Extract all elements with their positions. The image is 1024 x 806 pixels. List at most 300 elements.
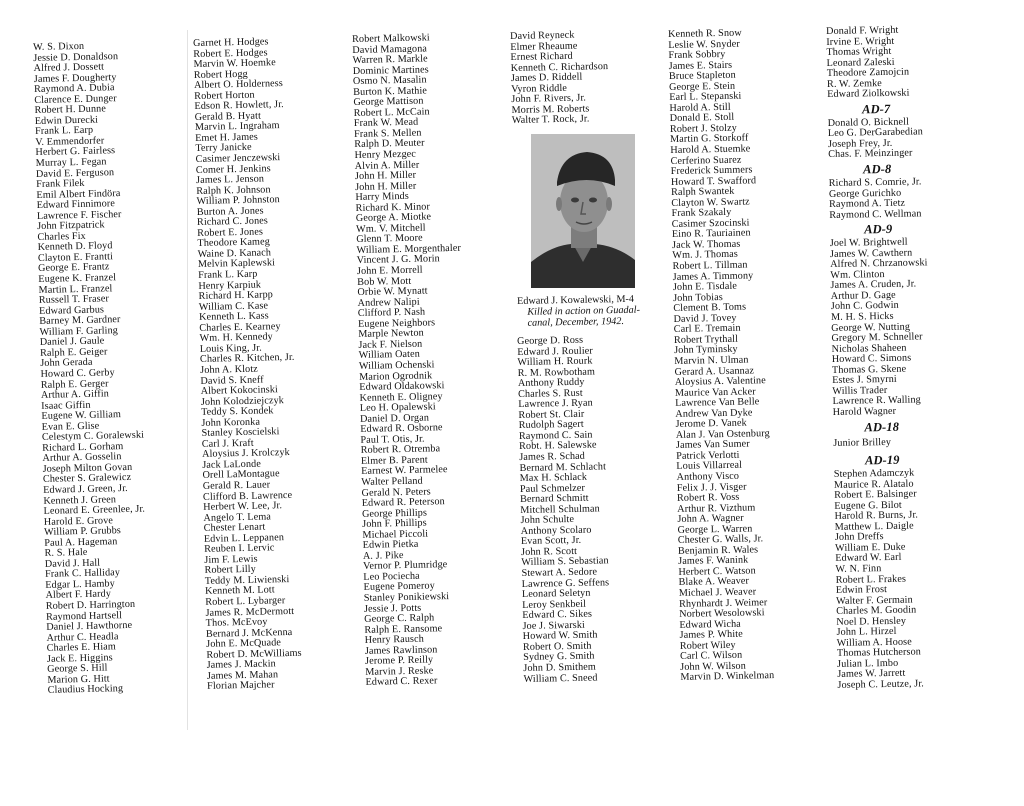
roster-name: James J. Mackin (206, 658, 276, 672)
roster-name: Joel W. Brightwell (829, 236, 908, 250)
roster-name: Angelo T. Lema (203, 511, 272, 524)
soldier-portrait-photo (531, 134, 635, 288)
roster-name: Frank Filek (36, 177, 85, 191)
roster-name: Edward C. Sikes (522, 608, 593, 622)
roster-name: Jack F. Nielson (358, 338, 423, 351)
photo-caption (517, 293, 658, 329)
roster-name: Alvin A. Miller (354, 159, 420, 172)
roster-name: Robert Lilly (204, 564, 257, 577)
roster-name: Claudius Hocking (47, 683, 124, 697)
roster-name: Arthur D. Gage (830, 289, 896, 302)
roster-name: Chas. F. Meinzinger (828, 147, 913, 161)
roster-name: Glenn T. Moore (356, 232, 423, 246)
roster-name: Harold A. Still (669, 101, 731, 114)
roster-name: Jack LaLonde (202, 458, 262, 471)
roster-name: John Tobias (673, 291, 723, 304)
roster-name: Ralph D. Meuter (354, 137, 425, 151)
roster-name: Ralph E. Gerger (40, 377, 109, 391)
roster-name: David J. Tovey (673, 312, 737, 325)
roster-name: Raymond A. Dubia (33, 82, 115, 96)
roster-name: Joseph C. Leutze, Jr. (837, 678, 924, 691)
roster-name: Andrew Nalipi (357, 296, 420, 309)
roster-name: John R. Scott (521, 545, 578, 558)
roster-name: Joe J. Siwarski (522, 619, 585, 632)
roster-name: Vyron Riddle (511, 82, 568, 95)
roster-name: Edgar L. Hamby (45, 578, 116, 591)
roster-name: Arthur C. Headla (46, 630, 119, 644)
name-column-4-bottom (517, 335, 611, 685)
roster-name: Leonard Zaleski (826, 56, 895, 69)
roster-name: Daniel D. Organ (359, 412, 430, 425)
roster-name: Frank C. Halliday (44, 567, 121, 581)
roster-name: James M. Mahan (206, 669, 279, 682)
roster-name: Andrew Van Dyke (675, 407, 753, 420)
roster-name: Junior Brilley (833, 436, 892, 449)
roster-name: Frank Szakaly (671, 207, 732, 220)
roster-name: Ralph E. Ransome (364, 622, 443, 636)
roster-name: Carl E. Tremain (673, 322, 741, 336)
roster-name: Gerald B. Hyatt (194, 110, 262, 123)
roster-name: William S. Sebastian (521, 555, 609, 569)
roster-name: Gerald N. Peters (361, 485, 431, 499)
roster-name: John F. Rivers, Jr. (511, 92, 587, 106)
roster-name: Russell T. Fraser (38, 293, 110, 307)
roster-name: John Dreffs (834, 531, 884, 544)
roster-name: Evan Scott, Jr. (520, 535, 582, 548)
roster-name: Kenneth L. Kass (198, 310, 269, 324)
roster-name: George Mattison (353, 95, 424, 109)
roster-name: Vincent J. G. Morin (356, 253, 440, 267)
roster-name: William P. Johnston (196, 194, 280, 208)
roster-name: Garnet H. Hodges (192, 36, 269, 49)
roster-name: Wm. J. Thomas (672, 249, 739, 262)
roster-name: Howard C. Gerby (40, 367, 115, 380)
roster-name: R. M. Rowbotham (517, 366, 596, 379)
roster-name: Terry Janicke (195, 142, 252, 155)
roster-name: Raymond C. Sain (518, 429, 593, 442)
roster-name: Robert E. Hodges (193, 46, 268, 60)
roster-name: Edward J. Roulier (517, 345, 593, 358)
roster-name: Carl C. Wilson (679, 649, 743, 663)
roster-name: Marion G. Hitt (47, 673, 110, 686)
roster-name: Edward W. Earl (835, 552, 902, 565)
roster-name: Teddy S. Kondek (201, 405, 274, 419)
roster-name: David Reyneck (509, 29, 575, 42)
roster-name: Earnest W. Parmelee (361, 464, 448, 478)
roster-name: Ralph Swantek (671, 185, 735, 199)
roster-name: W. N. Finn (835, 563, 882, 575)
roster-name: Robert L. Lybarger (205, 595, 286, 608)
roster-name: Albert O. Holderness (193, 78, 283, 92)
roster-name: George D. Ross (516, 334, 584, 347)
roster-name: Benjamin R. Wales (677, 544, 759, 557)
roster-name: Paul Schmelzer (519, 482, 586, 495)
roster-name: Thomas G. Skene (831, 363, 907, 376)
roster-name: John H. Miller (354, 169, 417, 183)
roster-name: John E. Morrell (356, 264, 423, 277)
roster-name: Charles M. Goodin (836, 604, 917, 618)
roster-name: Clifford B. Lawrence (202, 489, 293, 503)
roster-name: Reuben I. Lervic (204, 542, 275, 556)
roster-name: Anthony Ruddy (517, 376, 585, 390)
roster-name: Frank L. Earp (34, 125, 94, 138)
roster-name: Richard H. Karpp (198, 289, 274, 303)
roster-name: Leonard E. Greenlee, Jr. (43, 503, 146, 517)
roster-name: Robert H. Dunne (34, 103, 107, 117)
roster-name: Wm. V. Mitchell (355, 222, 426, 235)
roster-name: Louis King, Jr. (199, 342, 262, 355)
roster-name: Chester Lenart (203, 521, 266, 535)
roster-name: Clifford P. Nash (357, 306, 426, 320)
roster-name: Robert L. Tillman (672, 259, 748, 272)
roster-name: Robert R. Voss (676, 491, 740, 504)
roster-name: John Gerada (40, 357, 93, 370)
roster-name: Kenneth C. Richardson (510, 60, 609, 74)
roster-name: Waine D. Kanach (197, 247, 272, 260)
roster-name: Richard L. Gorham (42, 440, 124, 454)
roster-name: Edward R. Osborne (360, 422, 443, 436)
roster-name: Ralph K. Johnson (196, 183, 271, 197)
roster-name: Robert O. Smith (522, 640, 592, 653)
roster-name: Charles S. Rust (517, 387, 583, 400)
roster-name: Gerard A. Usannaz (674, 364, 755, 378)
roster-name: George A. Miotke (355, 211, 432, 225)
roster-name: Emet H. James (195, 131, 258, 144)
roster-name: Theodore Zamojcin (826, 66, 910, 80)
roster-name: Chester S. Gralewicz (42, 472, 132, 486)
roster-name: A. J. Pike (362, 549, 404, 562)
roster-name: Bernard J. McKenna (205, 626, 293, 640)
roster-name: Orell LaMontague (202, 468, 280, 482)
roster-name: Jim F. Lewis (204, 553, 258, 566)
roster-name: Edson R. Howlett, Jr. (194, 99, 284, 113)
roster-name: Robert D. Harrington (45, 598, 136, 612)
roster-name: Robert Trythall (673, 333, 739, 346)
roster-name: Eino R. Tauriainen (671, 227, 751, 241)
roster-name: Thomas Wright (826, 45, 892, 59)
roster-name: Leo Pociecha (363, 570, 420, 583)
roster-name: R. S. Hale (44, 547, 88, 560)
roster-name: Orbie W. Mynatt (357, 285, 428, 299)
roster-name: Lawrence Van Belle (675, 396, 760, 410)
roster-name: Emil Albert Findöra (36, 187, 121, 201)
roster-name: Rhynhardt J. Weimer (678, 596, 768, 610)
roster-name: Eugene K. Franzel (38, 272, 117, 285)
roster-name: Lawrence R. Walling (832, 394, 921, 408)
roster-name: Morris M. Roberts (511, 103, 590, 116)
roster-name: Felix J. J. Visger (676, 481, 747, 494)
roster-name: Edvin L. Leppanen (203, 531, 285, 545)
roster-name: Eugene G. Bilot (834, 499, 902, 512)
roster-name: John Tyminsky (674, 344, 738, 357)
roster-name: Kenneth M. Lott (204, 584, 275, 598)
roster-name: Clement B. Toms (673, 301, 747, 315)
roster-name: Albert F. Hardy (45, 588, 112, 602)
roster-name: Marvin N. Ulman (674, 354, 749, 367)
roster-name: Robert J. Stolzy (669, 122, 737, 135)
roster-name: Burton K. Mathie (353, 85, 428, 98)
name-column-2 (193, 37, 302, 693)
roster-name: Kenneth R. Snow (667, 27, 742, 40)
roster-name: Joseph Milton Govan (42, 461, 133, 475)
roster-name: Maurice Van Acker (674, 385, 756, 399)
roster-name: John W. Wilson (680, 660, 746, 673)
roster-name: Blake A. Weaver (678, 575, 750, 589)
roster-name: Michael J. Weaver (678, 586, 757, 599)
roster-name: Jessie J. Potts (363, 602, 422, 615)
roster-name: William Oaten (358, 349, 420, 362)
roster-name: Charles R. Kitchen, Jr. (199, 352, 295, 366)
roster-name: Frank W. Mead (353, 117, 419, 130)
roster-name: Martin L. Franzel (38, 282, 113, 296)
roster-name: Stephen Adamczyk (833, 467, 915, 480)
roster-name: Donald E. Stoll (669, 112, 735, 125)
roster-name: Sydney G. Smith (523, 650, 595, 664)
roster-name: Murray L. Fegan (35, 156, 107, 169)
roster-name: Michael Piccoli (362, 528, 429, 541)
roster-name: David Mamagona (352, 42, 428, 56)
roster-name: Leslie W. Snyder (668, 38, 740, 51)
roster-name: Frank Sobbry (668, 48, 726, 62)
roster-name: Marvin J. Reske (365, 665, 434, 678)
roster-name: Osmo N. Masalin (352, 74, 427, 88)
page-fold-line (187, 30, 188, 730)
roster-name: Alfred N. Chrzanowski (830, 257, 928, 271)
roster-name: John Koronka (201, 416, 261, 429)
roster-name: Bob W. Mott (357, 275, 412, 288)
roster-name: Aloysius A. Valentine (674, 375, 766, 388)
caption-line-1: Killed in action on Guadal- (527, 304, 641, 318)
roster-name: Thos. McEvoy (205, 616, 268, 629)
roster-name: Jerome D. Vanek (675, 417, 747, 431)
roster-name: Leo G. DerGarabedian (827, 126, 924, 140)
roster-name: Clarence E. Dunger (34, 92, 117, 106)
name-column-3 (352, 33, 470, 689)
roster-name: Stanley Koscielski (201, 426, 280, 440)
roster-name: James Rawlinson (364, 644, 438, 657)
roster-name: Raymond C. Wellman (829, 208, 922, 221)
roster-name: Kenneth D. Floyd (37, 240, 113, 254)
roster-name: Raymond Hartsell (45, 609, 123, 623)
roster-name: Willis Trader (832, 384, 888, 397)
roster-name: Walter Pelland (361, 475, 423, 488)
roster-name: Bernard Schmitt (520, 492, 589, 506)
roster-name: John Schulte (520, 514, 575, 527)
roster-name: Edward C. Rexer (365, 675, 438, 689)
roster-name: Elmer B. Parent (360, 454, 428, 467)
roster-name: Robt. H. Salewske (519, 439, 597, 453)
roster-name: Lawrence G. Seffens (521, 576, 610, 590)
unit-heading: AD-9 (864, 222, 893, 237)
roster-name: Leo H. Opalewski (359, 401, 436, 415)
roster-name: Maurice R. Alatalo (833, 478, 914, 491)
roster-name: Dominic Martines (352, 64, 429, 77)
roster-name: James R. Schad (519, 450, 586, 463)
roster-name: Florian Majcher (207, 679, 275, 693)
roster-name: James W. Jarrett (837, 668, 906, 681)
roster-name: Leonard Seletyn (521, 587, 591, 601)
roster-name: Charles Fix (37, 230, 86, 243)
name-column-1 (33, 41, 150, 697)
roster-name: Wm. Clinton (830, 268, 885, 281)
roster-name: Isaac Giffin (41, 399, 91, 412)
roster-name: Wm. H. Kennedy (199, 331, 273, 345)
roster-name: William A. Hoose (836, 636, 912, 649)
roster-name: John F. Phillips (362, 517, 427, 531)
roster-name: George C. Ralph (364, 612, 435, 625)
roster-name: Edwin Frost (835, 584, 888, 596)
roster-name: David J. Hall (44, 557, 101, 570)
roster-name: Nicholas Shaheen (831, 342, 907, 355)
roster-name: Donald F. Wright (825, 24, 899, 37)
roster-name: Daniel J. Gaule (39, 335, 105, 349)
roster-name: William E. Morgenthaler (356, 242, 462, 256)
roster-name: Arthur A. Giffin (40, 388, 110, 401)
roster-name: William C. Kase (198, 300, 269, 313)
roster-name: Herbert G. Fairless (35, 145, 116, 159)
roster-name: Robert St. Clair (518, 408, 585, 421)
roster-name: Rudolph Sagert (518, 419, 584, 432)
roster-name: David S. Kneff (200, 374, 264, 387)
roster-name: George L. Warren (677, 523, 753, 536)
roster-name: Casimer Szocinski (671, 217, 750, 230)
name-column-4-top (510, 30, 609, 127)
roster-name: Lawrence F. Fischer (36, 208, 122, 222)
roster-name: John H. Miller (355, 180, 417, 193)
roster-name: Ralph E. Geiger (39, 346, 108, 359)
roster-name: Harold A. Stuemke (670, 143, 751, 156)
roster-name: Marvin W. Hoemke (193, 57, 276, 71)
roster-name: Barney M. Gardner (39, 314, 121, 328)
portrait-illustration (531, 134, 635, 288)
roster-name: Edward Wicha (679, 618, 741, 631)
roster-name: Max H. Schlack (519, 471, 588, 485)
roster-name: Anthony Visco (676, 470, 740, 483)
name-column-6 (826, 25, 935, 691)
roster-name: Edward Ziolkowski (827, 87, 910, 101)
roster-name: Harold E. Grove (43, 514, 114, 528)
roster-name: Robert E. Jones (197, 226, 264, 239)
roster-name: Jack W. Thomas (672, 238, 741, 251)
roster-name: James F. Dougherty (33, 71, 117, 85)
roster-name: Henry Mezgec (354, 148, 417, 161)
roster-name: Chester G. Walls, Jr. (677, 533, 764, 547)
roster-name: Teddy M. Liwienski (204, 573, 290, 587)
roster-name: Earl L. Stepanski (669, 90, 742, 104)
roster-name: Noel D. Hensley (836, 615, 907, 628)
roster-name: Robert Malkowski (351, 32, 430, 45)
roster-name: Gregory M. Schneller (831, 331, 923, 345)
roster-name: Vernor P. Plumridge (363, 559, 448, 573)
roster-name: Robert R. Otremba (360, 443, 441, 457)
roster-name: Frederick Summers (670, 164, 753, 178)
roster-name: Clayton W. Swartz (671, 196, 750, 209)
roster-name: John A. Wagner (677, 512, 744, 526)
roster-name: Martin G. Storkoff (670, 132, 749, 146)
roster-name: Frank S. Mellen (353, 127, 422, 140)
roster-name: Robert Wiley (679, 639, 736, 652)
roster-name: Julian L. Imbo (837, 657, 899, 670)
roster-name: Carl J. Kraft (201, 437, 254, 450)
roster-name: Jerome P. Reilly (365, 654, 434, 668)
roster-name: Thomas Hutcherson (836, 646, 922, 660)
roster-name: John Kolodziejczyk (200, 394, 285, 408)
roster-name: Jessie D. Donaldson (33, 50, 119, 64)
roster-name: Alan J. Van Ostenburg (675, 427, 770, 441)
unit-heading: AD-7 (861, 101, 891, 117)
roster-name: James W. Cawthern (829, 247, 913, 260)
roster-name: Howard T. Swafford (670, 174, 757, 188)
caption-name: Edward J. Kowalewski, M-4 (517, 293, 635, 307)
roster-name: William E. Duke (835, 541, 906, 554)
roster-name: Kenneth J. Green (43, 493, 117, 507)
roster-name: Burton A. Jones (196, 205, 264, 218)
roster-name: Edward J. Green, Jr. (43, 482, 128, 496)
roster-name: M. H. S. Hicks (830, 310, 894, 323)
roster-name: Bruce Stapleton (668, 69, 736, 83)
roster-name: John L. Hirzel (836, 626, 897, 639)
roster-name: Edward Finnimore (36, 198, 116, 212)
roster-name: Robert Hogg (193, 68, 248, 81)
roster-name: Marion Ogrodnik (359, 369, 433, 383)
roster-name: Ernest Richard (510, 50, 573, 64)
roster-name: Theodore Kameg (197, 236, 270, 250)
roster-name: Henry Rausch (364, 633, 424, 647)
roster-name: Patrick Verlotti (676, 449, 740, 462)
roster-name: Alfred J. Dossett (33, 61, 105, 75)
roster-name: Comer H. Jenkins (195, 162, 271, 176)
roster-name: Eugene W. Gilliam (41, 409, 122, 423)
roster-name: Edwin Durecki (34, 114, 99, 127)
roster-name: Robert D. McWilliams (206, 647, 302, 661)
roster-name: Richard S. Comrie, Jr. (828, 176, 922, 189)
roster-name: Lawrence J. Ryan (518, 397, 593, 411)
roster-name: John Fitzpatrick (37, 219, 105, 233)
roster-name: Joseph Frey, Jr. (827, 137, 893, 150)
roster-name: Marvin D. Winkelman (680, 670, 775, 684)
roster-name: Howard W. Smith (522, 629, 598, 643)
roster-name: Harold R. Burns, Jr. (834, 509, 919, 523)
roster-name: Gerald R. Lauer (202, 479, 271, 492)
roster-name: John E. McQuade (206, 637, 282, 651)
roster-name: Richard C. Jones (196, 215, 269, 229)
roster-name: Robert L. McCain (353, 106, 430, 119)
roster-name: Evan E. Glise (41, 420, 100, 433)
roster-name: James F. Wanink (678, 554, 749, 568)
unit-heading: AD-18 (864, 419, 900, 434)
roster-name: Stewart A. Sedore (521, 566, 598, 579)
roster-name: George E. Stein (668, 80, 736, 93)
roster-name: Leroy Senkbeil (522, 598, 587, 611)
roster-name: Casimer Jenczewski (195, 152, 281, 165)
unit-heading: AD-8 (862, 161, 892, 177)
roster-name: James L. Jenson (195, 173, 265, 187)
unit-heading: AD-19 (864, 452, 900, 468)
roster-name: Aloysius J. Krolczyk (201, 447, 290, 461)
roster-name: James D. Riddell (510, 71, 583, 85)
roster-name: George E. Frantz (38, 261, 110, 275)
roster-name: Donald O. Bicknell (827, 116, 910, 129)
name-column-5 (668, 28, 775, 684)
roster-name: Robert E. Balsinger (834, 488, 917, 502)
roster-name: Walter F. Germain (835, 594, 913, 607)
roster-name: Stanley Ponikiewski (363, 591, 450, 604)
roster-name: Arthur A. Gosselin (42, 451, 122, 465)
roster-name: Melvin Kaplewski (197, 257, 276, 271)
roster-name: George Phillips (361, 507, 428, 520)
roster-name: Norbert Wesolowski (679, 607, 765, 620)
roster-name: William H. Rourk (517, 355, 593, 369)
